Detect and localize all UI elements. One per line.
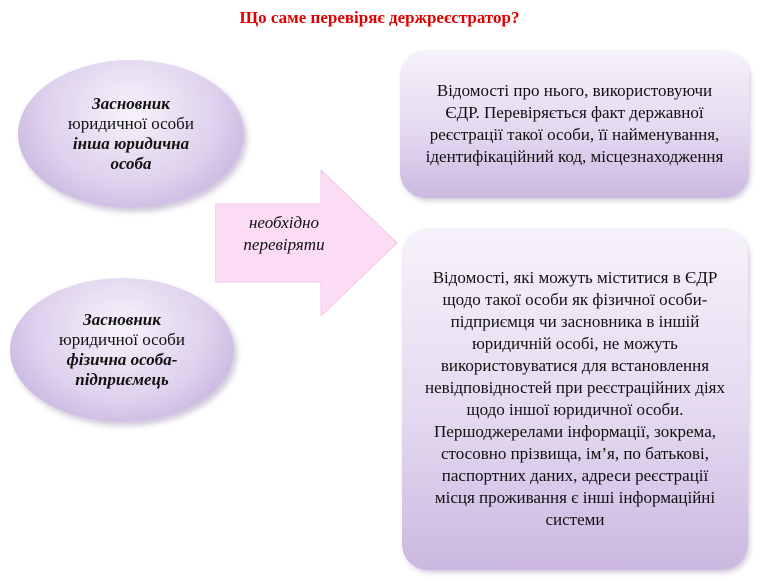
- legal-entity-info-box: [400, 50, 749, 198]
- founder-type: фізична особа-підприємець: [66, 350, 178, 389]
- founder-type: інша юридична особа: [72, 134, 190, 173]
- founder-legal-entity-ellipse: [18, 60, 244, 208]
- founder-label: Засновник: [92, 94, 170, 113]
- founder-subtitle: юридичної особи: [59, 330, 185, 349]
- legal-entity-info-text: Відомості про нього, використовуючи ЄДР. Перевіряється факт державної реєстрації такої особи, її найменування, ідентифікаційний код, місцезнаходження: [425, 81, 724, 166]
- founder-label: Засновник: [83, 310, 161, 329]
- founder-individual-ellipse: [10, 278, 234, 422]
- diagram-title: Що саме перевіряє держреєстратор?: [239, 8, 520, 27]
- founder-subtitle: юридичної особи: [68, 114, 194, 133]
- check-arrow: [215, 170, 398, 316]
- arrow-label: необхідно перевіряти: [243, 213, 325, 254]
- individual-info-text: Відомості, які можуть міститися в ЄДР щодо такої особи як фізичної особи-підприємця чи засновника в іншій юридичній особі, не можуть використовуватися для встановлення невідповідностей при реєстраційних діях щодо іншої юридичної особи. Першоджерелами інформації, зокрема, стосовно прізвища, ім’я, по батькові, паспортних даних, адреси реєстрації місця проживання є інші інформаційні системи: [425, 268, 725, 529]
- individual-info-box: [402, 228, 748, 570]
